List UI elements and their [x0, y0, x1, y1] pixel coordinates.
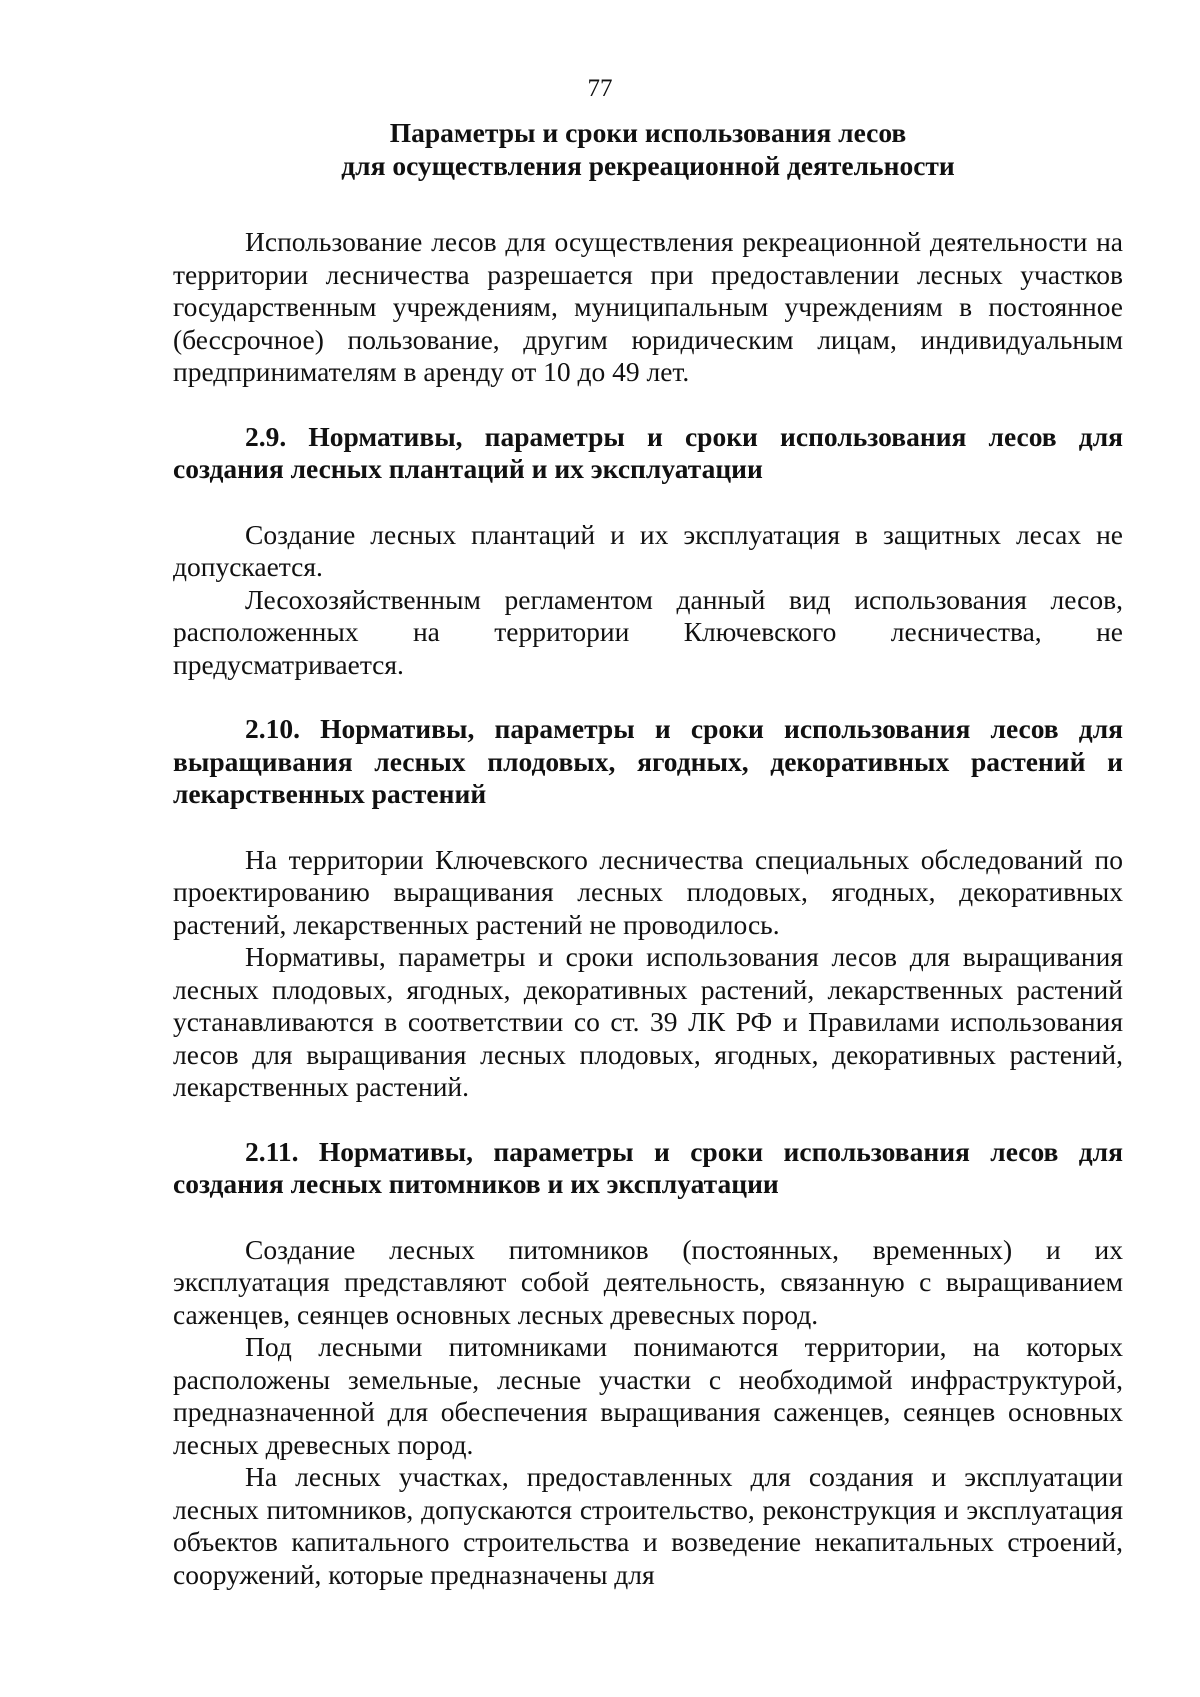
spacer [173, 681, 1123, 713]
page-number: 77 [587, 75, 613, 102]
spacer [173, 389, 1123, 421]
section-2-9-paragraph: Лесохозяйственным регламентом данный вид использования лесов, расположенных на территории Ключевского лесничества, не предусматривается. [173, 583, 1123, 680]
section-2-10-paragraph: На территории Ключевского лесничества специальных обследований по проектированию выращивания лесных плодовых, ягодных, декоративных растений, лекарственных растений не проводилось. [173, 843, 1123, 940]
spacer [173, 182, 1123, 226]
section-2-11-paragraph: На лесных участках, предоставленных для создания и эксплуатации лесных питомников, допускаются строительство, реконструкция и эксплуатация объектов капитального строительства и возведение некапитальных строений, сооружений, которые предназначены для [173, 1461, 1123, 1590]
intro-paragraph: Использование лесов для осуществления рекреационной деятельности на территории лесничества разрешается при предоставлении лесных участков государственным учреждениям, муниципальным учреждениям в постоянное (бессрочное) пользование, другим юридическим лицам, индивидуальным предпринимателям в аренду от 10 до 49 лет. [173, 226, 1123, 387]
spacer [173, 811, 1123, 844]
page-title [173, 116, 1123, 182]
spacer [173, 1201, 1123, 1234]
section-2-10-paragraph: Нормативы, параметры и сроки использования лесов для выращивания лесных плодовых, ягодных, декоративных растений, лекарственных растений устанавливаются в соответствии со ст. 39 ЛК РФ и Правилами использования лесов для выращивания лесных плодовых, ягодных, декоративных растений, лекарственных растений. [173, 941, 1123, 1102]
section-2-11-paragraph: Под лесными питомниками понимаются территории, на которых расположены земельные, лесные участки с необходимой инфраструктурой, предназначенной для обеспечения выращивания саженцев, сеянцев основных лесных древесных пород. [173, 1331, 1123, 1460]
section-heading-2-10: 2.10. Нормативы, параметры и сроки использования лесов для выращивания лесных плодовых, ягодных, декоративных растений и лекарственных растений [173, 713, 1123, 809]
section-heading-2-9: 2.9. Нормативы, параметры и сроки использования лесов для создания лесных плантаций и их эксплуатации [173, 420, 1123, 484]
section-2-11-paragraph: Создание лесных питомников (постоянных, временных) и их эксплуатация представляют собой деятельность, связанную с выращиванием саженцев, сеянцев основных лесных древесных пород. [173, 1233, 1123, 1330]
section-2-9-paragraph: Создание лесных плантаций и их эксплуатация в защитных лесах не допускается. [173, 518, 1123, 582]
spacer [173, 486, 1123, 519]
page-title-line-1: Параметры и сроки использования лесов [389, 117, 907, 148]
section-heading-2-11: 2.11. Нормативы, параметры и сроки использования лесов для создания лесных питомников и их эксплуатации [173, 1135, 1123, 1199]
page-content [173, 116, 1123, 1591]
page-title-line-2: для осуществления рекреационной деятельности [341, 150, 955, 181]
spacer [173, 1104, 1123, 1136]
